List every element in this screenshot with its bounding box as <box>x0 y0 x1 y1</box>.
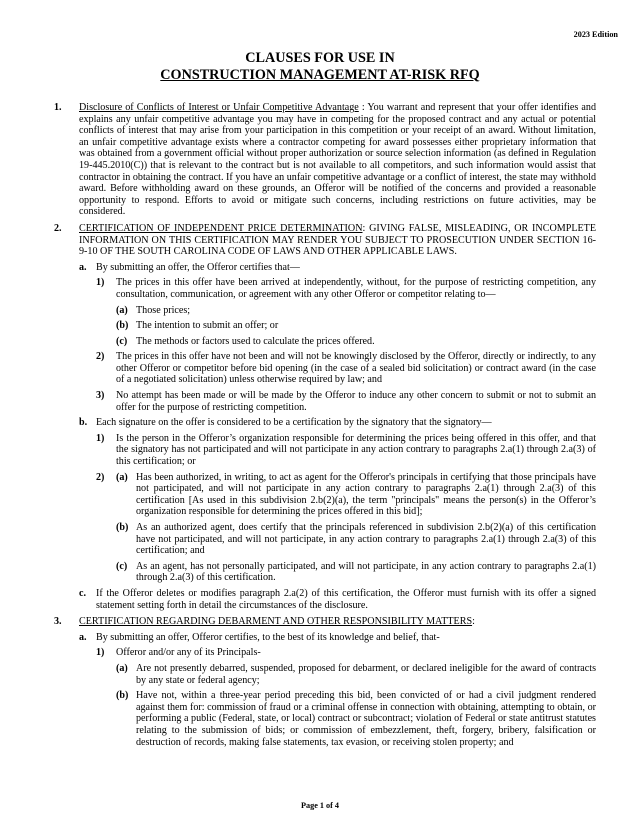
title-line-1: CLAUSES FOR USE IN <box>245 50 395 66</box>
clause-2c <box>79 588 596 611</box>
item-number: c. <box>79 587 87 599</box>
item-text: Have not, within a three-year period preceding this bid, been convicted of or had a civil judgment rendered against them for: commission of fraud or a criminal offense in connection with obtaining, attempting to obtain, or performing a public (Federal, state, or local) contract or subcontract; violation of Federal or state antitrust statutes relating to the submission of bids; or commission of embezzlement, theft, forgery, bribery, falsification or destruction of records, making false statements, tax evasion, or receiving stolen property; and <box>136 690 596 748</box>
item-number: (c) <box>116 560 128 572</box>
clause-2a-1-b <box>116 320 596 332</box>
clause-3 <box>54 616 596 628</box>
item-text: No attempt has been made or will be made by the Offeror to induce any other concern to submit or not to submit an offer for the purpose of restricting competition. <box>116 390 596 413</box>
clause-2a-2 <box>96 351 596 386</box>
page-number: Page 1 of 4 <box>301 801 339 811</box>
item-number: (c) <box>116 335 128 347</box>
item-number: 1) <box>96 647 105 659</box>
clause-3a-1 <box>96 647 596 659</box>
clause-2b-2-c <box>116 561 596 584</box>
clause-number: 1. <box>54 102 62 113</box>
item-number: a. <box>79 261 87 273</box>
item-text: Has been authorized, in writing, to act as agent for the Offeror's principals in certifying that those principals have not participated, and will not participate in any action contrary to paragraphs 2.a(1) through 2.a(3) of this certification [As used in this subdivision 2.b(2)(a), the term "principals" means the person(s) in the Offeror’s organization responsible for determining the prices offered in this bid]; <box>136 471 596 518</box>
clause-2b-1 <box>96 433 596 468</box>
item-text: The intention to submit an offer; or <box>136 320 279 332</box>
item-number: (a) <box>116 662 128 674</box>
clause-heading: Disclosure of Conflicts of Interest or Unfair Competitive Advantage <box>79 102 359 113</box>
clause-3a-1-b <box>116 690 596 748</box>
item-text: Offeror and/or any of its Principals- <box>116 647 261 659</box>
document-title <box>0 50 640 83</box>
clause-heading: CERTIFICATION REGARDING DEBARMENT AND OTHER RESPONSIBILITY MATTERS <box>79 616 473 628</box>
item-text: The methods or factors used to calculate the prices offered. <box>136 335 375 347</box>
clause-heading: CERTIFICATION OF INDEPENDENT PRICE DETERMINATION <box>79 222 363 234</box>
clauses-body <box>54 102 596 748</box>
item-number: (b) <box>116 690 129 702</box>
item-text: By submitting an offer, the Offeror certifies that— <box>96 261 300 273</box>
item-text: The prices in this offer have not been and will not be knowingly disclosed by the Offeror, directly or indirectly, to any other Offeror or competitor before bid opening (in the case of a sealed bid solicitation) or contract award (in the case of a negotiated solicitation) unless otherwise required by law; and <box>116 351 596 386</box>
clause-2 <box>54 223 596 258</box>
item-text: If the Offeror deletes or modifies paragraph 2.a(2) of this certification, the Offeror must furnish with its offer a signed statement setting forth in detail the circumstances of the disclosure. <box>96 587 596 611</box>
item-text: Are not presently debarred, suspended, proposed for debarment, or declared ineligible for the award of contracts by any state or federal agency; <box>136 662 596 686</box>
edition-label: 2023 Edition <box>573 30 618 39</box>
clause-number: 2. <box>54 222 62 234</box>
clause-2a-1-c <box>116 336 596 348</box>
clause-2b <box>79 417 596 429</box>
item-number: a. <box>79 631 87 643</box>
item-text: Is the person in the Offeror’s organization responsible for determining the prices being offered in this offer, and that the signatory has not participated and will not participate in any action contrary to paragraphs 2.a(1) through 2.a(3) of this certification; or <box>116 432 596 468</box>
clause-1 <box>54 102 596 218</box>
item-number: (a) <box>116 304 128 316</box>
item-text: As an agent, has not personally participated, and will not participate, in any action contrary to paragraphs 2.a(1) through 2.a(3) of this certification. <box>136 560 596 584</box>
item-text: The prices in this offer have been arrived at independently, without, for the purpose of restricting competition, any consultation, communication, or agreement with any other Offeror or competitor relating to— <box>116 277 596 300</box>
clause-text: : <box>472 616 475 628</box>
item-number: 2) <box>96 351 105 363</box>
clause-3a <box>79 632 596 644</box>
item-number: (b) <box>116 320 129 332</box>
item-text: Those prices; <box>136 304 191 316</box>
item-text: Each signature on the offer is considered to be a certification by the signatory that the signatory— <box>96 417 492 429</box>
item-number: 2) <box>96 471 105 483</box>
item-number: 1) <box>96 277 105 289</box>
clause-2a-1-a <box>116 305 596 317</box>
clause-3a-1-a <box>116 663 596 686</box>
clause-text: : You warrant and represent that your offer identifies and explains any unfair competitive advantage you may have in competing for the proposed contract and any actual or potential conflicts of interest that may arise from your participation in this competition or your receipt of an award. Without limitation, an unfair competitive advantage exists where a contractor competing for award possesses either proprietary information that was obtained from a government official without proper authorization or source selection information (as defined in Regulation 19-445.2010(C)) that is relevant to the contract but is not available to all competitors, and such information would assist that contractor in obtaining the contract. If you have an unfair competitive advantage or a conflict of interest, the state may withhold award. Before withholding award on these grounds, an Offeror will be notified of the concerns and provided a reasonable opportunity to respond. Efforts to avoid or mitigate such concerns, including restrictions on future activities, may be considered. <box>79 102 596 218</box>
title-line-2: CONSTRUCTION MANAGEMENT AT-RISK RFQ <box>160 66 480 83</box>
item-text: As an authorized agent, does certify that the principals referenced in subdivision 2.b(2)(a) of this certification have not participated, and will not participate, in any action contrary to paragraphs 2.a(1) through 2.a(3) of this certification; and <box>136 522 596 557</box>
sub-item-number: (a) <box>116 471 128 483</box>
clause-2b-2-b <box>116 522 596 557</box>
clause-2b-2-a <box>96 472 596 518</box>
clause-2a-3 <box>96 390 596 413</box>
clause-text: : GIVING FALSE, MISLEADING, OR INCOMPLETE INFORMATION ON THIS CERTIFICATION MAY RENDER YOU SUBJECT TO PROSECUTION UNDER SECTION 16-9-10 OF THE SOUTH CAROLINA CODE OF LAWS AND OTHER APPLICABLE LAWS. <box>79 222 596 258</box>
item-number: (b) <box>116 522 129 533</box>
item-number: b. <box>79 417 88 429</box>
clause-2a <box>79 262 596 274</box>
item-number: 1) <box>96 432 105 444</box>
clause-2a-1 <box>96 277 596 300</box>
item-number: 3) <box>96 390 105 402</box>
clause-number: 3. <box>54 616 62 628</box>
item-text: By submitting an offer, Offeror certifies, to the best of its knowledge and belief, that- <box>96 631 440 643</box>
